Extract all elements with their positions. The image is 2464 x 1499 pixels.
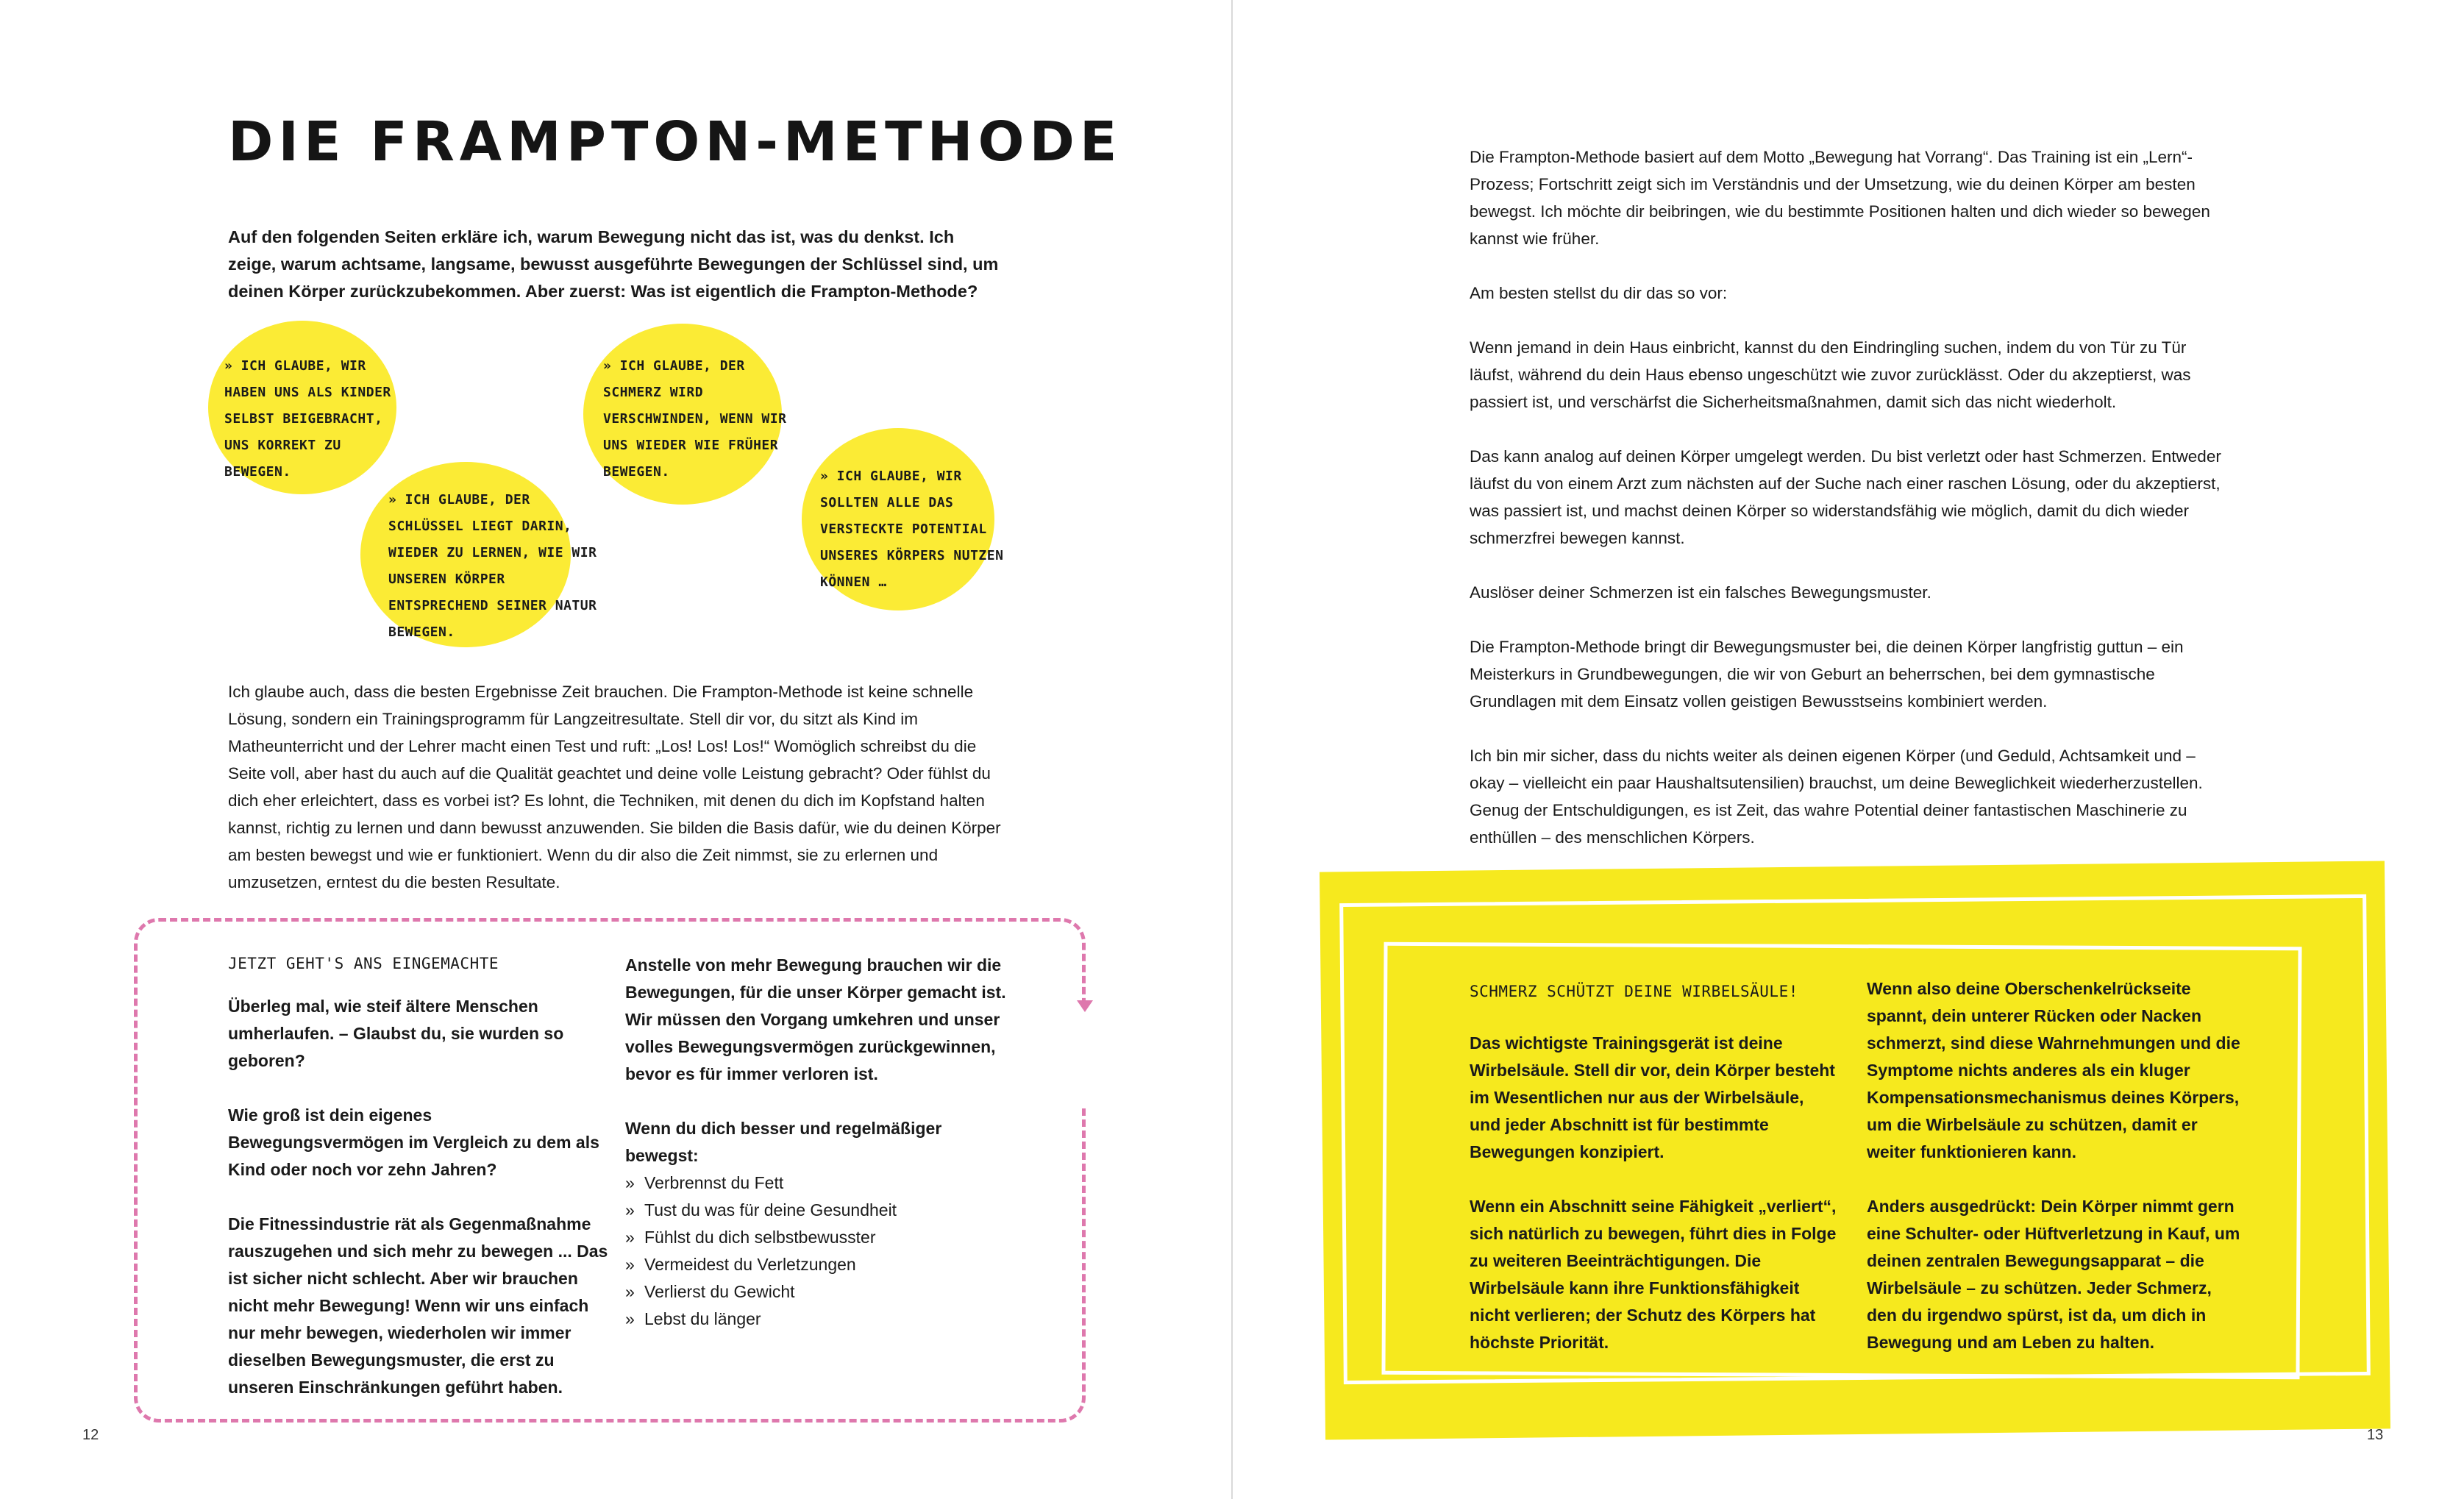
paragraph: Auslöser deiner Schmerzen ist ein falsches Bewegungsmuster. xyxy=(1470,583,1931,602)
body-paragraph: Ich glaube auch, dass die besten Ergebnisse Zeit brauchen. Die Frampton-Methode ist keine schnelle Lösung, sondern ein Trainingsprogramm für Langzeitresultate. Stell dir vor, du sitzt als Kind im Matheunterricht und der Lehrer macht einen Test und ruft: „Los! Los! Los!“ Womöglich schreibst du die Seite voll, aber hast du auch auf die Qualität geachtet und deine volle Leistung gebracht? Oder fühlst du dich eher erleichtert, dass es vorbei ist? Es lohnt, die Techniken, mit denen du dich im Kopfstand halten kannst, richtig zu lernen und dann bewusst anzuwenden. Sie bilden die Basis dafür, wie du deinen Körper am besten bewegst und wie er funktioniert. Wenn du dir also die Zeit nimmst, sie zu erlernen und umzusetzen, erntest du die besten Resultate. xyxy=(228,683,1001,891)
page-number-right: 13 xyxy=(2367,1427,2384,1443)
paragraph: Am besten stellst du dir das so vor: xyxy=(1470,284,1728,302)
list-item: » Verbrennst du Fett xyxy=(625,1169,1008,1197)
highlight-paragraph: Wenn ein Abschnitt seine Fähigkeit „verliert“, sich natürlich zu bewegen, führt dies in Folge zu weiteren Beeinträchtigungen. Die Wirbelsäule kann ihre Funktionsfähigkeit nicht verlieren; der Schutz des Körpers hat höchste Priorität. xyxy=(1470,1197,1837,1352)
highlight-box-left-column xyxy=(1470,1030,1837,1384)
page-number-left: 12 xyxy=(82,1427,99,1443)
paragraph: Wenn jemand in dein Haus einbricht, kannst du den Eindringling suchen, indem du von Tür zu Tür läufst, während du dein Haus ebenso ungeschützt wie zuvor zurücklässt. Oder du akzeptierst, was passiert ist, und verschärfst die Sicherheitsmaßnahmen, damit sich das nicht wiederholt. xyxy=(1470,338,2191,411)
info-box-right-column xyxy=(625,952,1008,1333)
info-box-heading: JETZT GEHT'S ANS EINGEMACHTE xyxy=(228,955,499,972)
info-box-gap xyxy=(1074,1009,1094,1105)
paragraph: Die Frampton-Methode bringt dir Bewegungsmuster bei, die deinen Körper langfristig guttun – ein Meisterkurs in Grundbewegungen, die wir von Geburt an beherrschen, bei dem gymnastische Grundlagen mit dem Einsatz vollen geistigen Bewusstseins kombiniert werden. xyxy=(1470,638,2184,711)
arrow-down-icon xyxy=(1077,1000,1093,1012)
paragraph: Die Frampton-Methode basiert auf dem Motto „Bewegung hat Vorrang“. Das Training ist ein „Lern“-Prozess; Fortschritt zeigt sich im Verständnis und der Umsetzung, wie du deinen Körper am besten bewegst. Ich möchte dir beibringen, wie du bestimmte Positionen halten und dich wieder so bewegen kannst wie früher. xyxy=(1470,148,2210,248)
list-item: » Verlierst du Gewicht xyxy=(625,1278,1008,1306)
list-item: » Vermeidest du Verletzungen xyxy=(625,1251,1008,1278)
quote-text-1: » ICH GLAUBE, WIR HABEN UNS ALS KINDER SELBST BEIGEBRACHT, UNS KORREKT ZU BEWEGEN. xyxy=(224,358,391,480)
info-box-paragraph: Wie groß ist dein eigenes Bewegungsvermögen im Vergleich zu dem als Kind oder noch vor zehn Jahren? xyxy=(228,1105,599,1179)
right-page-text xyxy=(1470,143,2235,878)
paragraph: Das kann analog auf deinen Körper umgelegt werden. Du bist verletzt oder hast Schmerzen. Entweder läufst du von einem Arzt zum nächsten auf der Suche nach einer raschen Lösung, oder du akzeptierst, was passiert ist, und machst deinen Körper so widerstandsfähig wie möglich, damit du dich wieder schmerzfrei bewegen kannst. xyxy=(1470,447,2221,547)
paragraph: Ich bin mir sicher, dass du nichts weiter als deinen eigenen Körper (und Geduld, Achtsamkeit und – okay – vielleicht ein paar Haushaltsutensilien) brauchst, um deine Beweglichkeit wiederherzustellen. Genug der Entschuldigungen, es ist Zeit, das wahre Potential deiner fantastischen Maschinerie zu enthüllen – des menschlichen Körpers. xyxy=(1470,747,2203,847)
quote-text-4: » ICH GLAUBE, WIR SOLLTEN ALLE DAS VERSTECKTE POTENTIAL UNSERES KÖRPERS NUTZEN KÖNNEN … xyxy=(820,469,1004,590)
highlight-paragraph: Das wichtigste Trainingsgerät ist deine Wirbelsäule. Stell dir vor, dein Körper besteht im Wesentlichen nur aus der Wirbelsäule, und jeder Abschnitt ist für bestimmte Bewegungen konzipiert. xyxy=(1470,1033,1835,1161)
quote-text-2: » ICH GLAUBE, DER SCHLÜSSEL LIEGT DARIN, WIEDER ZU LERNEN, WIE WIR UNSEREN KÖRPER ENTSPRECHEND SEINER NATUR BEWEGEN. xyxy=(388,492,597,640)
highlight-paragraph: Wenn also deine Oberschenkelrückseite spannt, dein unterer Rücken oder Nacken schmerzt, sind diese Wahrnehmungen und die Symptome nichts anderes als ein kluger Kompensationsmechanismus deines Körpers, um die Wirbelsäule zu schützen, damit er weiter funktionieren kann. xyxy=(1867,979,2240,1161)
highlight-paragraph: Anders ausgedrückt: Dein Körper nimmt gern eine Schulter- oder Hüftverletzung in Kauf, um deinen zentralen Bewegungsapparat – die Wirbelsäule – zu schützen. Jeder Schmerz, den du irgendwo spürst, ist da, um dich in Bewegung und am Leben zu halten. xyxy=(1867,1197,2240,1352)
highlight-box-right-column xyxy=(1867,975,2242,1384)
page-title: DIE FRAMPTON-METHODE xyxy=(228,110,1122,174)
quote-text-3: » ICH GLAUBE, DER SCHMERZ WIRD VERSCHWINDEN, WENN WIR UNS WIEDER WIE FRÜHER BEWEGEN. xyxy=(603,358,787,480)
info-box-paragraph: Überleg mal, wie steif ältere Menschen umherlaufen. – Glaubst du, sie wurden so geboren? xyxy=(228,997,564,1070)
intro-paragraph: Auf den folgenden Seiten erkläre ich, warum Bewegung nicht das ist, was du denkst. Ich zeige, warum achtsame, langsame, bewusst ausgeführte Bewegungen der Schlüssel sind, um deinen Körper zurückzubekommen. Aber zuerst: Was ist eigentlich die Frampton-Methode? xyxy=(228,227,999,301)
highlight-box-heading: SCHMERZ SCHÜTZT DEINE WIRBELSÄULE! xyxy=(1470,983,1798,1000)
info-box-paragraph: Die Fitnessindustrie rät als Gegenmaßnahme rauszugehen und sich mehr zu bewegen ... Das ist sicher nicht schlecht. Aber wir brauchen nicht mehr Bewegung! Wenn wir uns einfach nur mehr bewegen, wiederholen wir immer dieselben Bewegungsmuster, die erst zu unseren Einschränkungen geführt haben. xyxy=(228,1214,608,1397)
list-item: » Lebst du länger xyxy=(625,1306,1008,1333)
benefits-list xyxy=(625,1169,1008,1333)
info-box-paragraph: Anstelle von mehr Bewegung brauchen wir die Bewegungen, für die unser Körper gemacht ist. Wir müssen den Vorgang umkehren und unser volles Bewegungsvermögen zurückgewinnen, bevor es für immer verloren ist. xyxy=(625,955,1006,1083)
info-box-left-column xyxy=(228,993,610,1428)
list-item: » Fühlst du dich selbstbewusster xyxy=(625,1224,1008,1251)
list-item: » Tust du was für deine Gesundheit xyxy=(625,1197,1008,1224)
info-box-paragraph: Wenn du dich besser und regelmäßiger bewegst: xyxy=(625,1119,942,1165)
